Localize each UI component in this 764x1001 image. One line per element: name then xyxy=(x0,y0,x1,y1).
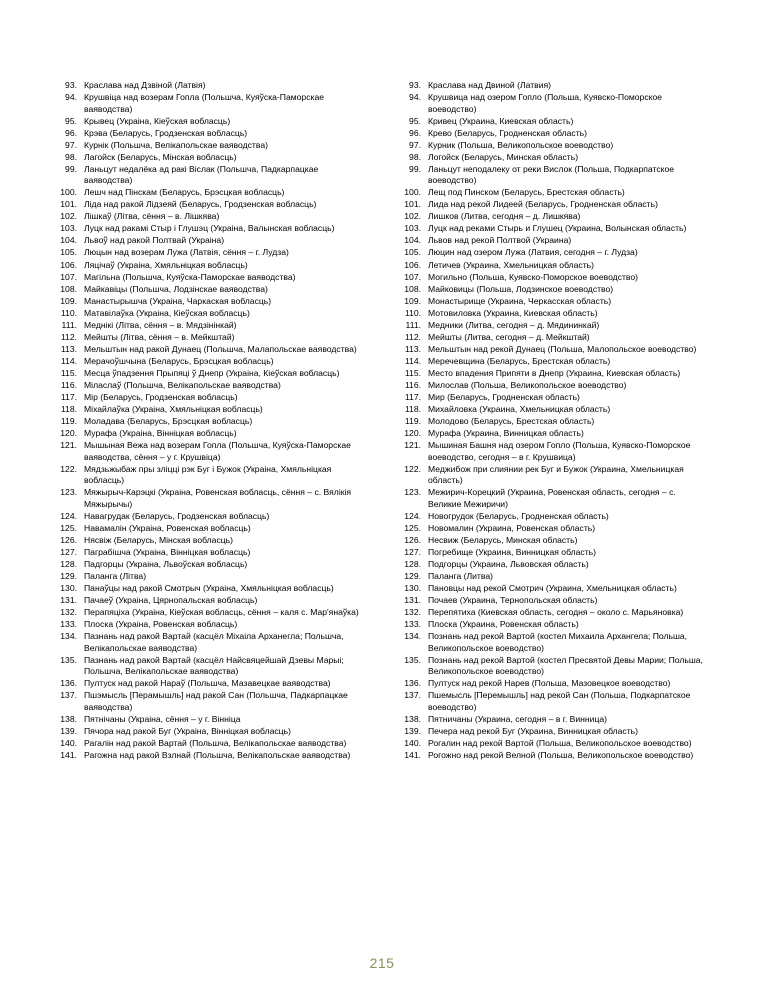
list-item-number: 93. xyxy=(409,80,421,90)
list-item xyxy=(56,211,366,222)
list-item xyxy=(56,368,366,379)
list-item xyxy=(56,344,366,355)
list-item-number: 106. xyxy=(404,259,421,270)
list-item xyxy=(56,464,366,487)
list-item xyxy=(400,428,710,439)
list-item-text: Медники (Литва, сегодня – д. Мядининкай) xyxy=(428,319,600,330)
list-item xyxy=(56,595,366,606)
list-item xyxy=(56,223,366,234)
list-item xyxy=(56,678,366,689)
list-item-number: 133. xyxy=(404,619,421,630)
list-item xyxy=(56,80,366,91)
list-item-number: 99. xyxy=(409,163,421,174)
list-item-number: 114. xyxy=(404,355,421,366)
list-item-text: Мяжырыч-Карэцкі (Украіна, Ровенская вобласць, сёння – с. Вялікія Мяжырычы) xyxy=(84,487,352,509)
list-item xyxy=(400,535,710,546)
list-item xyxy=(56,440,366,463)
list-item xyxy=(400,440,710,463)
list-item-number: 138. xyxy=(404,713,421,724)
list-item xyxy=(56,332,366,343)
list-item xyxy=(400,583,710,594)
list-item xyxy=(400,726,710,737)
list-item xyxy=(400,272,710,283)
list-item xyxy=(400,199,710,210)
list-item-number: 127. xyxy=(404,546,421,557)
list-item-number: 128. xyxy=(404,558,421,569)
list-item xyxy=(400,223,710,234)
list-item xyxy=(400,140,710,151)
list-item-text: Плоска (Украіна, Ровенская вобласць) xyxy=(84,619,238,630)
list-item-text: Ланьцут неподалеку от реки Вислок (Польша, Подкарпатское воеводство) xyxy=(428,163,675,186)
list-item-number: 119. xyxy=(60,416,77,427)
list-item-text: Михайловка (Украина, Хмельницкая область) xyxy=(428,404,611,415)
list-item xyxy=(400,187,710,198)
list-item xyxy=(400,631,710,654)
list-item-text: Мядзьжыбаж пры зліцці рэк Буг і Бужок (Украіна, Хмяльніцкая вобласць) xyxy=(84,463,332,486)
list-item-number: 102. xyxy=(404,211,421,222)
list-item-text: Краслава над Двиной (Латвия) xyxy=(428,80,552,90)
list-item-number: 121. xyxy=(60,440,77,451)
list-item xyxy=(400,690,710,713)
page-number: 215 xyxy=(369,955,395,971)
list-item-text: Пултуск над ракой Нараў (Польшча, Мазавецкае ваяводства) xyxy=(84,678,331,689)
list-item xyxy=(400,678,710,689)
list-item xyxy=(400,356,710,367)
list-item-number: 135. xyxy=(404,654,421,665)
list-item-number: 103. xyxy=(404,223,421,234)
list-item-number: 138. xyxy=(60,713,77,724)
list-item-text: Пановцы над рекой Смотрич (Украина, Хмельницкая область) xyxy=(428,583,677,593)
list-item-text: Мышиная Башня над озером Гопло (Польша, Куявско-Поморское воеводство, сегодня – в г. Крушвица) xyxy=(428,440,691,462)
list-item xyxy=(56,571,366,582)
list-item-number: 135. xyxy=(60,654,77,665)
list-item xyxy=(400,235,710,246)
list-item-text: Мышыная Вежа над возерам Гопла (Польшча, Куяўска-Паморскае ваяводства, сёння – у г. Крушвіца) xyxy=(84,440,351,462)
list-item-number: 106. xyxy=(60,259,77,270)
list-item-number: 103. xyxy=(60,223,77,234)
list-item-text: Несвиж (Беларусь, Минская область) xyxy=(428,534,578,545)
list-item-number: 124. xyxy=(60,510,77,521)
list-item-text: Лишков (Литва, сегодня – д. Лишкява) xyxy=(428,211,581,222)
list-item-text: Люцин над озером Лужа (Латвия, сегодня – г. Лудза) xyxy=(428,247,638,258)
list-item xyxy=(56,296,366,307)
list-item xyxy=(400,164,710,187)
list-item-number: 141. xyxy=(60,749,77,760)
list-item-text: Міхайлаўка (Украіна, Хмяльніцкая вобласць) xyxy=(84,404,263,415)
list-item-number: 104. xyxy=(404,235,421,246)
list-item-number: 137. xyxy=(404,690,421,701)
list-item-text: Место впадения Припяти в Днепр (Украина, Киевская область) xyxy=(428,367,681,378)
list-item xyxy=(56,726,366,737)
list-item-number: 130. xyxy=(404,583,421,593)
list-item xyxy=(56,116,366,127)
list-item xyxy=(56,655,366,678)
list-item-text: Крэва (Беларусь, Гродзенская вобласць) xyxy=(84,127,248,138)
list-item-text: Кривец (Украина, Киевская область) xyxy=(428,115,574,126)
list-item-number: 122. xyxy=(404,463,421,474)
list-item-number: 96. xyxy=(409,127,421,138)
list-item-number: 99. xyxy=(65,163,77,174)
list-item xyxy=(400,332,710,343)
list-item-text: Пятнічаны (Украіна, сёння – у г. Вінніца xyxy=(84,713,241,724)
list-item-text: Рогожно над рекой Велной (Польша, Великопольское воеводство) xyxy=(428,749,694,760)
list-item xyxy=(56,272,366,283)
list-item-text: Ліда над ракой Лідзеяй (Беларусь, Гродзенская вобласць) xyxy=(84,199,317,210)
list-item-number: 108. xyxy=(60,283,77,294)
list-item-text: Луцк над ракамі Стыр і Глушэц (Украіна, Валынская вобласць) xyxy=(84,223,335,234)
list-item-number: 125. xyxy=(60,522,77,533)
list-item xyxy=(56,392,366,403)
list-item xyxy=(400,619,710,630)
list-item-text: Магільна (Польшча, Куяўска-Паморскае ваяводства) xyxy=(84,271,296,282)
two-column-list xyxy=(56,80,708,762)
list-item-text: Краслава над Дзвіной (Латвія) xyxy=(84,80,206,90)
list-item-number: 105. xyxy=(60,247,77,258)
list-item-number: 127. xyxy=(60,546,77,557)
list-item-number: 105. xyxy=(404,247,421,258)
list-item xyxy=(400,571,710,582)
list-item-text: Крушвица над озером Гопло (Польша, Куявско-Поморское воеводство) xyxy=(428,92,663,114)
list-item-text: Майковицы (Польша, Лодзинское воеводство) xyxy=(428,283,614,294)
list-item xyxy=(56,380,366,391)
list-item-number: 139. xyxy=(404,725,421,736)
list-item-number: 132. xyxy=(60,607,77,618)
list-item xyxy=(400,404,710,415)
list-item-number: 101. xyxy=(60,199,77,210)
list-item-text: Печера над рекой Буг (Украина, Винницкая область) xyxy=(428,725,639,736)
list-item-number: 102. xyxy=(60,211,77,222)
list-item-text: Львоў над ракой Полтвай (Украіна) xyxy=(84,235,225,246)
list-item-text: Курник (Польша, Великопольское воеводство) xyxy=(428,139,614,150)
list-item-text: Перепятиха (Киевская область, сегодня – около с. Марьяновка) xyxy=(428,607,684,618)
list-item-number: 111. xyxy=(405,319,421,330)
list-item xyxy=(400,320,710,331)
list-item-number: 120. xyxy=(60,428,77,439)
list-item-text: Летичев (Украина, Хмельницкая область) xyxy=(428,259,594,270)
list-item-text: Панаўцы над ракой Смотрыч (Украіна, Хмяльніцкая вобласць) xyxy=(84,583,334,593)
list-item-text: Почаев (Украина, Тернопольская область) xyxy=(428,595,598,606)
list-item-number: 117. xyxy=(60,392,77,403)
list-item-text: Мір (Беларусь, Гродзенская вобласць) xyxy=(84,392,238,403)
list-item-number: 140. xyxy=(404,737,421,748)
list-item-text: Крывец (Украіна, Кіеўская вобласць) xyxy=(84,115,231,126)
list-item-number: 114. xyxy=(60,355,77,366)
list-item xyxy=(400,392,710,403)
list-item-number: 98. xyxy=(409,151,421,162)
list-item-number: 113. xyxy=(404,343,421,354)
list-item-number: 116. xyxy=(404,379,421,390)
list-item-number: 94. xyxy=(65,92,77,103)
list-item xyxy=(56,140,366,151)
list-item xyxy=(56,128,366,139)
list-item-text: Новогрудок (Беларусь, Гродненская область) xyxy=(428,510,609,521)
list-item-text: Меднікі (Літва, сёння – в. Мядзінінкай) xyxy=(84,319,237,330)
list-item xyxy=(56,750,366,761)
list-item xyxy=(56,583,366,594)
list-item-text: Пятничаны (Украина, сегодня – в г. Винница) xyxy=(428,713,608,724)
list-item-text: Міласлаў (Польшча, Велікапольскае ваяводства) xyxy=(84,379,281,390)
list-item-number: 129. xyxy=(60,570,77,581)
list-item xyxy=(56,284,366,295)
list-item-number: 118. xyxy=(60,404,77,415)
list-item-number: 141. xyxy=(404,749,421,760)
list-item-text: Мир (Беларусь, Гродненская область) xyxy=(428,392,580,403)
list-item-text: Луцк над реками Стырь и Глушец (Украина, Волынская область) xyxy=(428,223,687,234)
list-item-text: Лида над рекой Лидеей (Беларусь, Гродненская область) xyxy=(428,199,658,210)
list-item-text: Монастырище (Украина, Черкасская область) xyxy=(428,295,612,306)
list-item-text: Пячора над ракой Буг (Украіна, Вінніцкая вобласць) xyxy=(84,725,291,736)
list-item-number: 93. xyxy=(65,80,77,90)
list-item-text: Милослав (Польша, Великопольское воеводство) xyxy=(428,379,627,390)
list-item-text: Мурафа (Украіна, Вінніцкая вобласць) xyxy=(84,428,237,439)
list-item-text: Пазнань над ракой Вартай (касцёл Міхаіла Арханегла; Польшча, Велікапольскае ваяводства) xyxy=(84,631,344,653)
list-item xyxy=(400,247,710,258)
list-item xyxy=(56,547,366,558)
list-item-number: 133. xyxy=(60,619,77,630)
list-item-number: 94. xyxy=(409,92,421,103)
list-item xyxy=(400,284,710,295)
list-item-number: 123. xyxy=(404,487,421,498)
list-item-text: Погребище (Украина, Винницкая область) xyxy=(428,546,596,557)
list-item xyxy=(56,714,366,725)
list-item xyxy=(56,523,366,534)
list-item-text: Лешч над Пінскам (Беларусь, Брэсцкая вобласць) xyxy=(84,187,285,198)
list-item-text: Курнік (Польшча, Велікапольскае ваяводства) xyxy=(84,139,268,150)
list-item-text: Крушвіца над возерам Гопла (Польшча, Куяўска-Паморскае ваяводства) xyxy=(84,92,325,114)
list-item-text: Львов над рекой Полтвой (Украина) xyxy=(428,235,572,246)
list-item-number: 118. xyxy=(404,404,421,415)
list-item-number: 100. xyxy=(60,187,77,198)
list-item-number: 110. xyxy=(404,307,421,318)
list-item-number: 116. xyxy=(60,379,77,390)
list-item-text: Меджибож при слиянии рек Буг и Бужок (Украина, Хмельницкая область) xyxy=(428,463,684,486)
list-item-number: 124. xyxy=(404,510,421,521)
list-item-number: 115. xyxy=(60,367,77,378)
list-item xyxy=(400,714,710,725)
list-item-text: Навамалін (Украіна, Ровенская вобласць) xyxy=(84,522,251,533)
list-item-number: 134. xyxy=(404,631,421,642)
list-item-number: 109. xyxy=(404,295,421,306)
list-item xyxy=(400,260,710,271)
list-item-text: Познань над рекой Вартой (костел Пресвятой Девы Марии; Польша, Великопольское воеводство) xyxy=(428,654,703,677)
list-item-text: Мейшты (Літва, сёння – в. Мейкштай) xyxy=(84,331,235,342)
list-item-text: Мотовиловка (Украина, Киевская область) xyxy=(428,307,598,318)
list-item-text: Паграбішча (Украіна, Вінніцкая вобласць) xyxy=(84,546,251,557)
list-item xyxy=(400,464,710,487)
list-item xyxy=(400,296,710,307)
list-item xyxy=(400,368,710,379)
list-item-number: 113. xyxy=(60,343,77,354)
list-item-text: Пултуск над рекой Нарев (Польша, Мазовецкое воеводство) xyxy=(428,678,671,689)
list-item xyxy=(400,308,710,319)
list-item-text: Лагойск (Беларусь, Мінская вобласць) xyxy=(84,151,237,162)
list-item xyxy=(56,404,366,415)
list-item-number: 126. xyxy=(60,534,77,545)
list-item xyxy=(56,738,366,749)
list-item-number: 109. xyxy=(60,295,77,306)
list-item xyxy=(56,235,366,246)
list-item-text: Моладава (Беларусь, Брэсцкая вобласць) xyxy=(84,416,253,427)
list-item-text: Мерачоўшчына (Беларусь, Брэсцкая вобласць) xyxy=(84,355,274,366)
list-item xyxy=(400,559,710,570)
list-item xyxy=(400,595,710,606)
list-item-number: 95. xyxy=(409,115,421,126)
list-item-number: 119. xyxy=(404,416,421,427)
list-item-number: 98. xyxy=(65,151,77,162)
list-item-text: Плоска (Украина, Ровенская область) xyxy=(428,619,579,630)
list-item-number: 95. xyxy=(65,115,77,126)
list-item-text: Мейшты (Литва, сегодня – д. Мейкштай) xyxy=(428,331,590,342)
list-item-text: Майкавіцы (Польшча, Лодзінскае ваяводства) xyxy=(84,283,268,294)
list-item xyxy=(56,428,366,439)
list-item-text: Пазнань над ракой Вартай (касцёл Найсвяцейшай Дзевы Марыі; Польшча, Велікапольскае ваяводства) xyxy=(84,654,344,677)
list-item-number: 122. xyxy=(60,463,77,474)
list-item-number: 126. xyxy=(404,534,421,545)
list-item-text: Навагрудак (Беларусь, Гродзенская вобласць) xyxy=(84,510,270,521)
list-item xyxy=(400,80,710,91)
list-item xyxy=(400,738,710,749)
list-item xyxy=(56,260,366,271)
list-item xyxy=(56,356,366,367)
list-item xyxy=(400,116,710,127)
list-item-text: Мельштын над ракой Дунаец (Польшча, Малапольскае ваяводства) xyxy=(84,343,357,354)
list-item-number: 111. xyxy=(61,319,77,330)
list-item-text: Могильно (Польша, Куявско-Поморское воеводство) xyxy=(428,271,639,282)
list-item-number: 130. xyxy=(60,583,77,593)
list-item-text: Манастырышча (Украіна, Чаркаская вобласць) xyxy=(84,295,272,306)
list-item-number: 123. xyxy=(60,487,77,498)
list-item xyxy=(56,511,366,522)
list-item-number: 136. xyxy=(60,678,77,689)
list-item-text: Паланга (Литва) xyxy=(428,570,493,581)
list-item xyxy=(56,690,366,713)
list-item xyxy=(56,559,366,570)
list-item xyxy=(400,416,710,427)
list-item-text: Пачаеў (Украіна, Цярнопальская вобласць) xyxy=(84,595,258,606)
right-column xyxy=(400,80,710,762)
list-item xyxy=(400,211,710,222)
list-item xyxy=(56,247,366,258)
list-item-number: 120. xyxy=(404,428,421,439)
list-item-number: 137. xyxy=(60,690,77,701)
list-item-number: 125. xyxy=(404,522,421,533)
list-item-number: 107. xyxy=(60,271,77,282)
list-item-number: 101. xyxy=(404,199,421,210)
list-item-text: Люцын над возерам Лужа (Латвія, сёння – г. Лудза) xyxy=(84,247,289,258)
list-item-number: 110. xyxy=(60,307,77,318)
list-item xyxy=(400,92,710,115)
list-item xyxy=(400,750,710,761)
list-item-text: Рагожна над ракой Взлнай (Польшча, Велікапольскае ваяводства) xyxy=(84,749,351,760)
list-item-text: Логойск (Беларусь, Минская область) xyxy=(428,151,579,162)
list-item-text: Ляцічаў (Украіна, Хмяльніцкая вобласць) xyxy=(84,259,248,270)
list-item-text: Месца ўпадзення Прыпяці ў Днепр (Украіна, Кіеўская вобласць) xyxy=(84,367,340,378)
list-item-text: Паланга (Літва) xyxy=(84,570,147,581)
list-item-text: Падгорцы (Украіна, Львоўская вобласць) xyxy=(84,558,248,569)
list-item xyxy=(56,187,366,198)
list-item-number: 112. xyxy=(404,331,421,342)
list-item-number: 115. xyxy=(404,367,421,378)
list-item-number: 140. xyxy=(60,737,77,748)
list-item-text: Мельштын над рекой Дунаец (Польша, Малопольское воеводство) xyxy=(428,343,697,354)
list-item xyxy=(56,607,366,618)
list-item xyxy=(56,631,366,654)
list-item-text: Мурафа (Украина, Винницкая область) xyxy=(428,428,584,439)
list-item-text: Лещ под Пинском (Беларусь, Брестская область) xyxy=(428,187,625,198)
list-item-text: Рагалін над ракой Вартай (Польшча, Велікапольскае ваяводства) xyxy=(84,737,347,748)
list-item-number: 117. xyxy=(404,392,421,403)
list-item-text: Подгорцы (Украина, Львовская область) xyxy=(428,558,589,569)
list-item xyxy=(400,380,710,391)
list-item-text: Крево (Беларусь, Гродненская область) xyxy=(428,127,587,138)
list-item xyxy=(400,152,710,163)
list-item xyxy=(56,152,366,163)
list-item-number: 132. xyxy=(404,607,421,618)
list-item xyxy=(56,535,366,546)
list-item-text: Молодово (Беларусь, Брестская область) xyxy=(428,416,595,427)
list-item xyxy=(400,128,710,139)
list-item-number: 131. xyxy=(60,595,77,606)
list-item xyxy=(400,344,710,355)
list-item-text: Пшемысль [Перемышль] над рекой Сан (Польша, Подкарпатское воеводство) xyxy=(428,690,691,712)
list-item-text: Познань над рекой Вартой (костел Михаила Архангела; Польша, Великопольское воеводство) xyxy=(428,631,688,653)
list-item-number: 97. xyxy=(409,139,421,150)
list-item xyxy=(56,164,366,187)
list-item xyxy=(56,487,366,510)
list-item-text: Матавілаўка (Украіна, Кіеўская вобласць) xyxy=(84,307,250,318)
list-item-text: Нясвіж (Беларусь, Мінская вобласць) xyxy=(84,534,234,545)
left-column xyxy=(56,80,366,762)
list-item-number: 134. xyxy=(60,631,77,642)
list-item-number: 128. xyxy=(60,558,77,569)
list-item xyxy=(56,416,366,427)
list-item xyxy=(400,607,710,618)
list-item-number: 104. xyxy=(60,235,77,246)
list-item-number: 136. xyxy=(404,678,421,689)
list-item-number: 139. xyxy=(60,725,77,736)
list-item-text: Меречевщина (Беларусь, Брестская область) xyxy=(428,355,611,366)
list-item-number: 131. xyxy=(404,595,421,606)
list-item xyxy=(400,655,710,678)
list-item xyxy=(400,487,710,510)
list-item xyxy=(56,308,366,319)
list-item-text: Рогалин над рекой Вартой (Польша, Великопольское воеводство) xyxy=(428,737,692,748)
list-item-text: Перапяціха (Украіна, Кіеўская вобласць, сёння – каля с. Мар'янаўка) xyxy=(84,607,359,618)
list-item-number: 96. xyxy=(65,127,77,138)
list-item-number: 108. xyxy=(404,283,421,294)
list-item-text: Ланьцут недалёка ад ракі Віслак (Польшча, Падкарпацкае ваяводства) xyxy=(84,163,319,186)
list-item-text: Пшэмысль [Перамышль] над ракой Сан (Польшча, Падкарпацкае ваяводства) xyxy=(84,690,348,712)
list-item-number: 107. xyxy=(404,271,421,282)
list-item-text: Межирич-Корецкий (Украина, Ровенская область, сегодня – с. Великие Межиричи) xyxy=(428,487,676,509)
list-item-number: 112. xyxy=(60,331,77,342)
list-item-number: 121. xyxy=(404,440,421,451)
list-item xyxy=(56,199,366,210)
list-item xyxy=(400,547,710,558)
list-item-number: 129. xyxy=(404,570,421,581)
list-item xyxy=(56,92,366,115)
list-item xyxy=(400,511,710,522)
list-item xyxy=(400,523,710,534)
list-item-text: Лішкаў (Літва, сёння – в. Лішкява) xyxy=(84,211,220,222)
list-item-number: 97. xyxy=(65,139,77,150)
list-item-text: Новомалин (Украина, Ровенская область) xyxy=(428,522,596,533)
list-item-number: 100. xyxy=(404,187,421,198)
list-item xyxy=(56,619,366,630)
list-item xyxy=(56,320,366,331)
